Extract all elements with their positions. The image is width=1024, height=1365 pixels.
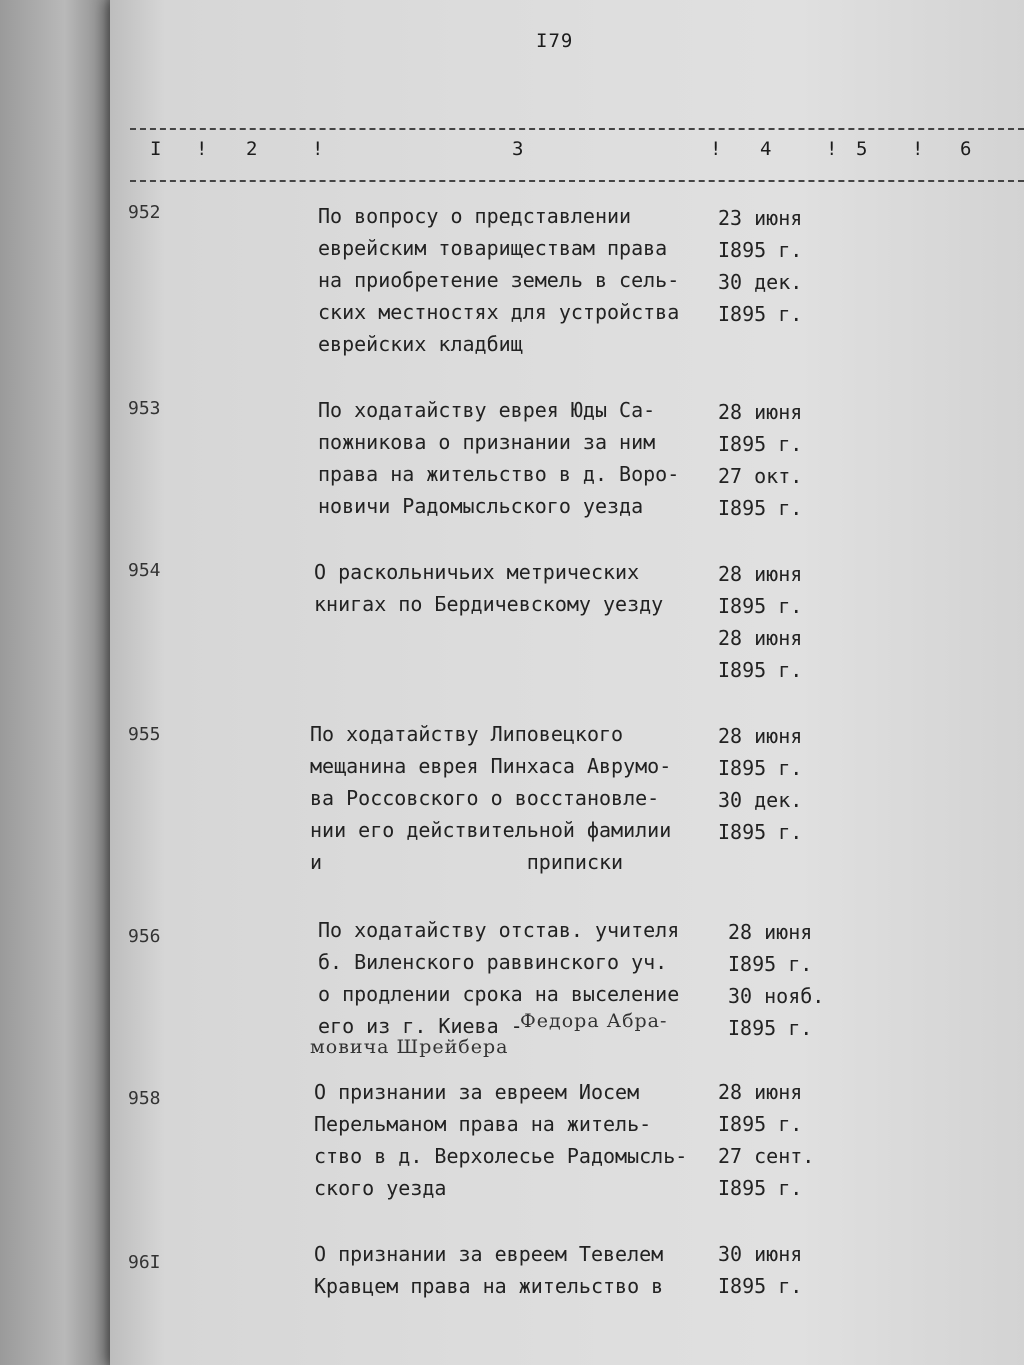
description-line: По ходатайству Липовецкого [310,722,624,746]
description-line: О раскольничьих метрических [314,560,640,584]
date-line: 28 июня [728,920,813,944]
date-line: 30 июня [718,1242,803,1266]
description-line: и приписки [310,850,624,874]
description-line: еврейским товариществам права [318,236,668,260]
description-line: пожникова о признании за ним [318,430,656,454]
description-line: ство в д. Верхолесье Радомысль- [314,1144,688,1168]
date-line: 28 июня [718,562,803,586]
column-separator: ! [312,138,324,160]
column-separator: ! [912,138,924,160]
entry-dates [718,1238,858,1302]
handwritten-note: мовича Шрейбера [310,1036,509,1058]
description-line: Перельманом права на житель- [314,1112,652,1136]
entry-number: 952 [128,202,161,223]
description-line: б. Виленского раввинского уч. [318,950,668,974]
entry-dates [718,1076,858,1204]
date-line: I895 г. [718,756,803,780]
description-line: его из г. Киева - [318,1014,523,1038]
column-separator: ! [196,138,208,160]
date-line: 28 июня [718,400,803,424]
date-line: I895 г. [718,658,803,682]
column-separator: ! [826,138,838,160]
date-line: I895 г. [718,1112,803,1136]
entry-description [314,1238,734,1302]
header-rule-bottom [130,180,1024,182]
date-line: I895 г. [718,820,803,844]
description-line: Кравцем права на жительство в [314,1274,664,1298]
description-line: О признании за евреем Тевелем [314,1242,664,1266]
description-line: ских местностях для устройства [318,300,680,324]
description-line: мещанина еврея Пинхаса Аврумо- [310,754,672,778]
header-rule-top [130,128,1024,130]
entry-dates [718,396,858,524]
description-line: ского уезда [314,1176,447,1200]
date-line: 30 нояб. [728,984,825,1008]
date-line: 28 июня [718,724,803,748]
date-line: 28 июня [718,626,803,650]
date-line: I895 г. [718,594,803,618]
description-line: новичи Радомысльского уезда [318,494,644,518]
description-line: еврейских кладбищ [318,332,523,356]
handwritten-note: Федора Абра- [520,1010,668,1032]
description-line: По ходатайству еврея Юды Са- [318,398,656,422]
description-line: права на жительство в д. Воро- [318,462,680,486]
entry-dates [718,202,858,330]
entry-description [314,556,734,620]
description-line: По вопросу о представлении [318,204,632,228]
date-line: I895 г. [718,1176,803,1200]
date-line: 30 дек. [718,788,803,812]
column-header-6: 6 [960,138,972,160]
entry-description [318,200,738,360]
date-line: 23 июня [718,206,803,230]
entry-number: 956 [128,926,161,947]
date-line: I895 г. [718,496,803,520]
description-line: По ходатайству отстав. учителя [318,918,680,942]
date-line: I895 г. [728,952,813,976]
entry-dates [718,558,858,686]
entry-description [318,394,738,522]
entry-number: 954 [128,560,161,581]
column-header-5: 5 [856,138,868,160]
column-separator: ! [710,138,722,160]
entry-number: 955 [128,724,161,745]
description-line: на приобретение земель в сель- [318,268,680,292]
description-line: нии его действительной фамилии [310,818,672,842]
entry-description [310,718,730,878]
date-line: I895 г. [718,1274,803,1298]
date-line: I895 г. [728,1016,813,1040]
book-spine [0,0,118,1365]
description-line: ва Россовского о восстановле- [310,786,660,810]
entry-number: 96I [128,1252,161,1273]
date-line: I895 г. [718,302,803,326]
column-header-2: 2 [246,138,258,160]
date-line: I895 г. [718,238,803,262]
column-header-3: 3 [512,138,524,160]
description-line: О признании за евреем Иосем [314,1080,640,1104]
date-line: 30 дек. [718,270,803,294]
entry-dates [718,720,858,848]
entry-number: 958 [128,1088,161,1109]
entry-number: 953 [128,398,161,419]
date-line: 27 окт. [718,464,803,488]
date-line: 27 сент. [718,1144,815,1168]
page-number: I79 [536,30,574,52]
date-line: I895 г. [718,432,803,456]
description-line: о продлении срока на выселение [318,982,680,1006]
column-header-1: I [150,138,162,160]
description-line: книгах по Бердичевскому уезду [314,592,664,616]
column-header-4: 4 [760,138,772,160]
entry-description [314,1076,734,1204]
date-line: 28 июня [718,1080,803,1104]
entry-dates [728,916,868,1044]
